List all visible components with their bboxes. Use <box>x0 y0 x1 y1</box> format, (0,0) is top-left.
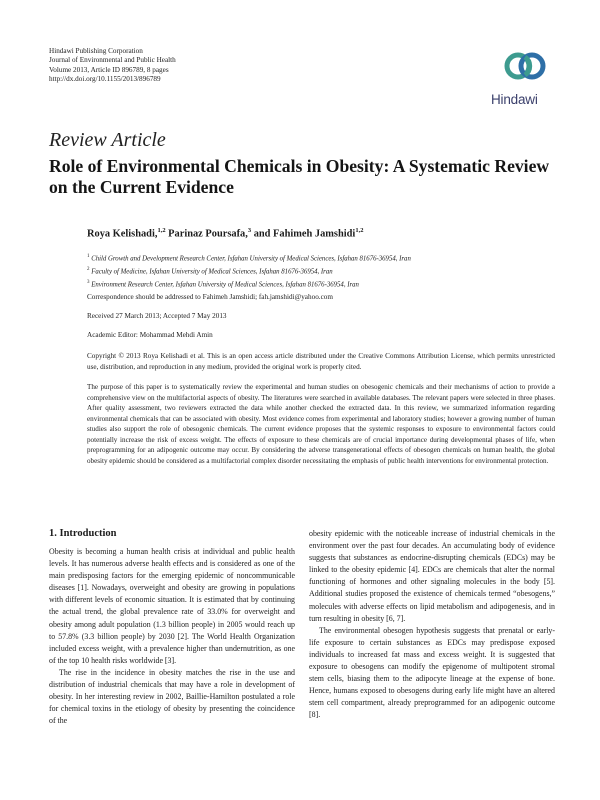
academic-editor: Academic Editor: Mohammad Mehdi Amin <box>87 331 213 339</box>
publication-info <box>49 47 176 85</box>
author-affiliation-mark: 3 <box>247 227 252 234</box>
journal-name: Journal of Environmental and Public Health <box>49 56 176 65</box>
paragraph: The environmental obesogen hypothesis suggests that prenatal or early-life exposure to certain substances as EDCs may predispose exposed individuals to increased fat mass and excess weight. It is suggested that exposure to obesogens can modify the epigenome of multipotent stromal stem cells, biasing them to the adipocyte lineage at the expense of bone. Hence, humans exposed to obesogens during early life might have an altered stem cell compartment, already preprogrammed for an adipogenic outcome [8]. <box>309 625 555 720</box>
affiliation-text: Environment Research Center, Isfahan University of Medical Sciences, Isfahan 81676-36954, Iran <box>91 280 359 288</box>
author-name: Parinaz Poursafa, <box>168 228 248 240</box>
affiliation-item <box>87 252 411 265</box>
author-affiliation-mark: 1,2 <box>157 227 166 234</box>
hindawi-logo-text: Hindawi <box>491 92 538 107</box>
affiliation-text: Faculty of Medicine, Isfahan University of Medical Sciences, Isfahan 81676-36954, Iran <box>91 268 333 276</box>
article-title: Role of Environmental Chemicals in Obesity: A Systematic Review on the Current Evidence <box>49 156 550 197</box>
correspondence-line: Correspondence should be addressed to Fahimeh Jamshidi; fah.jamshidi@yahoo.com <box>87 293 333 301</box>
paragraph: The rise in the incidence in obesity matches the rise in the use and distribution of industrial chemicals that may have a role in development of obesity. In her interesting review in 2002, Baillie-Hamilton postulated a role for chemical toxins in the etiology of obesity by presenting the coincidence of the <box>49 667 295 726</box>
affiliation-number: 1 <box>87 254 90 259</box>
section-heading-introduction: 1. Introduction <box>49 528 117 539</box>
affiliation-text: Child Growth and Development Research Center, Isfahan University of Medical Sciences, Isfahan 81676-36954, Iran <box>91 255 411 263</box>
received-accepted-dates: Received 27 March 2013; Accepted 7 May 2013 <box>87 312 227 320</box>
copyright-notice: Copyright © 2013 Roya Kelishadi et al. This is an open access article distributed under the Creative Commons Attribution License, which permits unrestricted use, distribution, and reproduction in any medium, provided the original work is properly cited. <box>87 352 555 371</box>
left-text-column <box>49 546 295 727</box>
affiliation-number: 3 <box>87 279 90 285</box>
volume-line: Volume 2013, Article ID 896789, 8 pages <box>49 65 169 74</box>
affiliation-number: 2 <box>87 266 90 272</box>
publisher-name: Hindawi Publishing Corporation <box>49 47 143 55</box>
author-list <box>87 227 363 239</box>
right-text-column <box>309 528 555 722</box>
paragraph: obesity epidemic with the noticeable increase of industrial chemicals in the environment over the past four decades. An accumulating body of evidence suggests that substances as endocrine-disrupting chemicals (EDCs) may be linked to the obesity epidemic [4]. EDCs are chemicals that alter the normal functioning of hormones and other signaling molecules in the body [5]. Additional studies proposed the existence of chemicals termed “obesogens,” molecules with adverse effects on lipid metabolism and adipogenesis, and in turn resulting in obesity [6, 7]. <box>309 529 555 623</box>
paragraph: Obesity is becoming a human health crisis at individual and public health levels. It has numerous adverse health effects and is considered as one of the main predisposing factors for the emerging epidemic of noncommunicable diseases [1]. Nowadays, overweight and obesity are growing in populations with different levels of economic situation. It is estimated that by continuing the actual trend, the global prevalence rate of 33.0% for overweight and obesity among adult population (1.3 billion people) in 2005 would reach up to 57.8% (3.3 billion people) by 2030 [2]. The World Health Organization included excess weight, with a prevalence higher than undernutrition, as one of the top 10 health risks worldwide [3]. <box>49 547 295 665</box>
doi-link[interactable]: http://dx.doi.org/10.1155/2013/896789 <box>49 75 161 84</box>
author-name: Roya Kelishadi, <box>87 228 158 240</box>
author-name: and Fahimeh Jamshidi <box>253 228 356 240</box>
affiliation-item <box>87 265 411 278</box>
article-type: Review Article <box>49 129 166 151</box>
affiliations <box>87 252 411 291</box>
author-affiliation-mark: 1,2 <box>355 227 364 234</box>
affiliation-item <box>87 278 411 291</box>
abstract-text: The purpose of this paper is to systematically review the experimental and human studies on obesogenic chemicals and their mechanisms of action to provide a comprehensive view on the multifactorial aspects of obesity. The literatures were searched in available databases. The relevant papers were selected in three phases. After quality assessment, two reviewers extracted the data while another checked the extracted data. In this review, we summarized information regarding environmental chemicals that can be associated with obesity. Most evidence comes from experimental and laboratory studies; however a growing number of human studies also support the role of obesogenic chemicals. The current evidence proposes that the systemic responses to exposure to environmental factors could potentially increase the risk of excess weight. The effects of exposure to these chemicals are of crucial importance during developmental phases of life, when preprogramming for an adipogenic outcome may occur. By considering the adverse transgenerational effects of obesogen chemicals on human health, the global obesity epidemic should be considered as a multifactorial complex disorder necessitating the emphasis of public health interventions for environmental protection. <box>87 383 555 465</box>
